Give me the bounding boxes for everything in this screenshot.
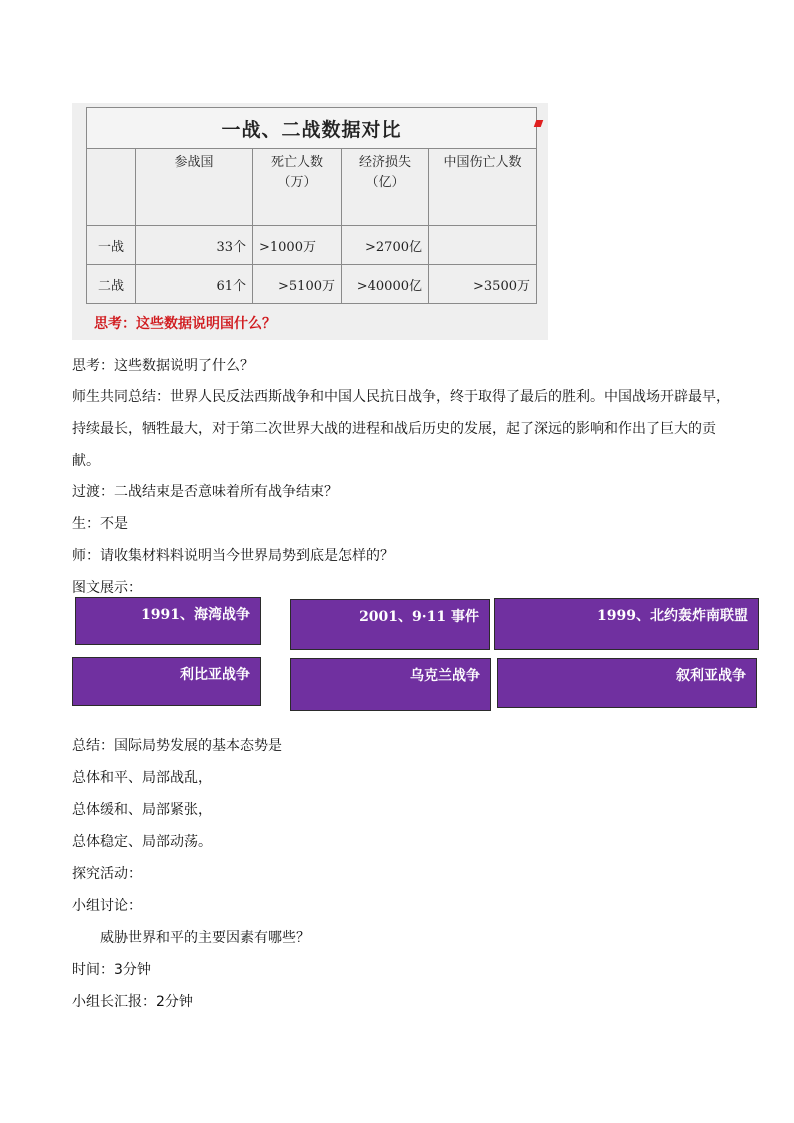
event-box: 1999、北约轰炸南联盟 [494, 598, 759, 650]
header-cell: 经济损失（亿） [342, 149, 429, 226]
table-cell: 一战 [87, 226, 136, 265]
paragraph: 时间：3分钟 [72, 962, 151, 978]
paragraph: 探究活动： [72, 866, 142, 882]
paragraph: 师生共同总结：世界人民反法西斯战争和中国人民抗日战争，终于取得了最后的胜利。中国战场开辟最早，持续最长，牺牲最大，对于第二次世界大战的进程和战后历史的发展，起了深远的影响和作出了巨大的贡献。 [72, 389, 730, 469]
table-cell: >5100万 [253, 265, 342, 304]
figure-title: 一战、二战数据对比 [87, 108, 537, 149]
event-box: 1991、海湾战争 [75, 597, 261, 645]
event-box: 叙利亚战争 [497, 658, 757, 708]
paragraph: 总结：国际局势发展的基本态势是 [72, 738, 282, 754]
table-row [87, 226, 537, 265]
paragraph: 过渡：二战结束是否意味着所有战争结束？ [72, 484, 338, 500]
paragraph: 威胁世界和平的主要因素有哪些？ [100, 930, 310, 946]
table-cell: 33个 [136, 226, 253, 265]
header-cell: 参战国 [136, 149, 253, 226]
header-cell [87, 149, 136, 226]
red-corner-mark [534, 120, 544, 127]
table-cell: >1000万 [253, 226, 342, 265]
comparison-figure [72, 103, 548, 340]
paragraph: 小组长汇报：2分钟 [72, 994, 193, 1010]
paragraph: 师：请收集材料料说明当今世界局势到底是怎样的？ [72, 548, 394, 564]
event-box: 2001、9·11 事件 [290, 599, 490, 650]
paragraph: 总体和平、局部战乱， [72, 770, 212, 786]
paragraph: 生：不是 [72, 516, 128, 532]
table-cell: 61个 [136, 265, 253, 304]
paragraph: 图文展示： [72, 580, 142, 596]
table-cell [429, 226, 537, 265]
table-row [87, 265, 537, 304]
table-cell: >3500万 [429, 265, 537, 304]
table-header-row [87, 149, 537, 226]
header-cell: 死亡人数（万） [253, 149, 342, 226]
comparison-table [86, 107, 537, 304]
paragraph: 总体稳定、局部动荡。 [72, 834, 212, 850]
event-box: 利比亚战争 [72, 657, 261, 706]
table-cell: >2700亿 [342, 226, 429, 265]
figure-question: 思考：这些数据说明国什么？ [94, 316, 276, 332]
table-cell: >40000亿 [342, 265, 429, 304]
paragraph: 总体缓和、局部紧张， [72, 802, 212, 818]
paragraph: 思考：这些数据说明了什么？ [72, 358, 254, 374]
paragraph: 小组讨论： [72, 898, 142, 914]
header-cell: 中国伤亡人数 [429, 149, 537, 226]
table-cell: 二战 [87, 265, 136, 304]
event-box: 乌克兰战争 [290, 658, 491, 711]
